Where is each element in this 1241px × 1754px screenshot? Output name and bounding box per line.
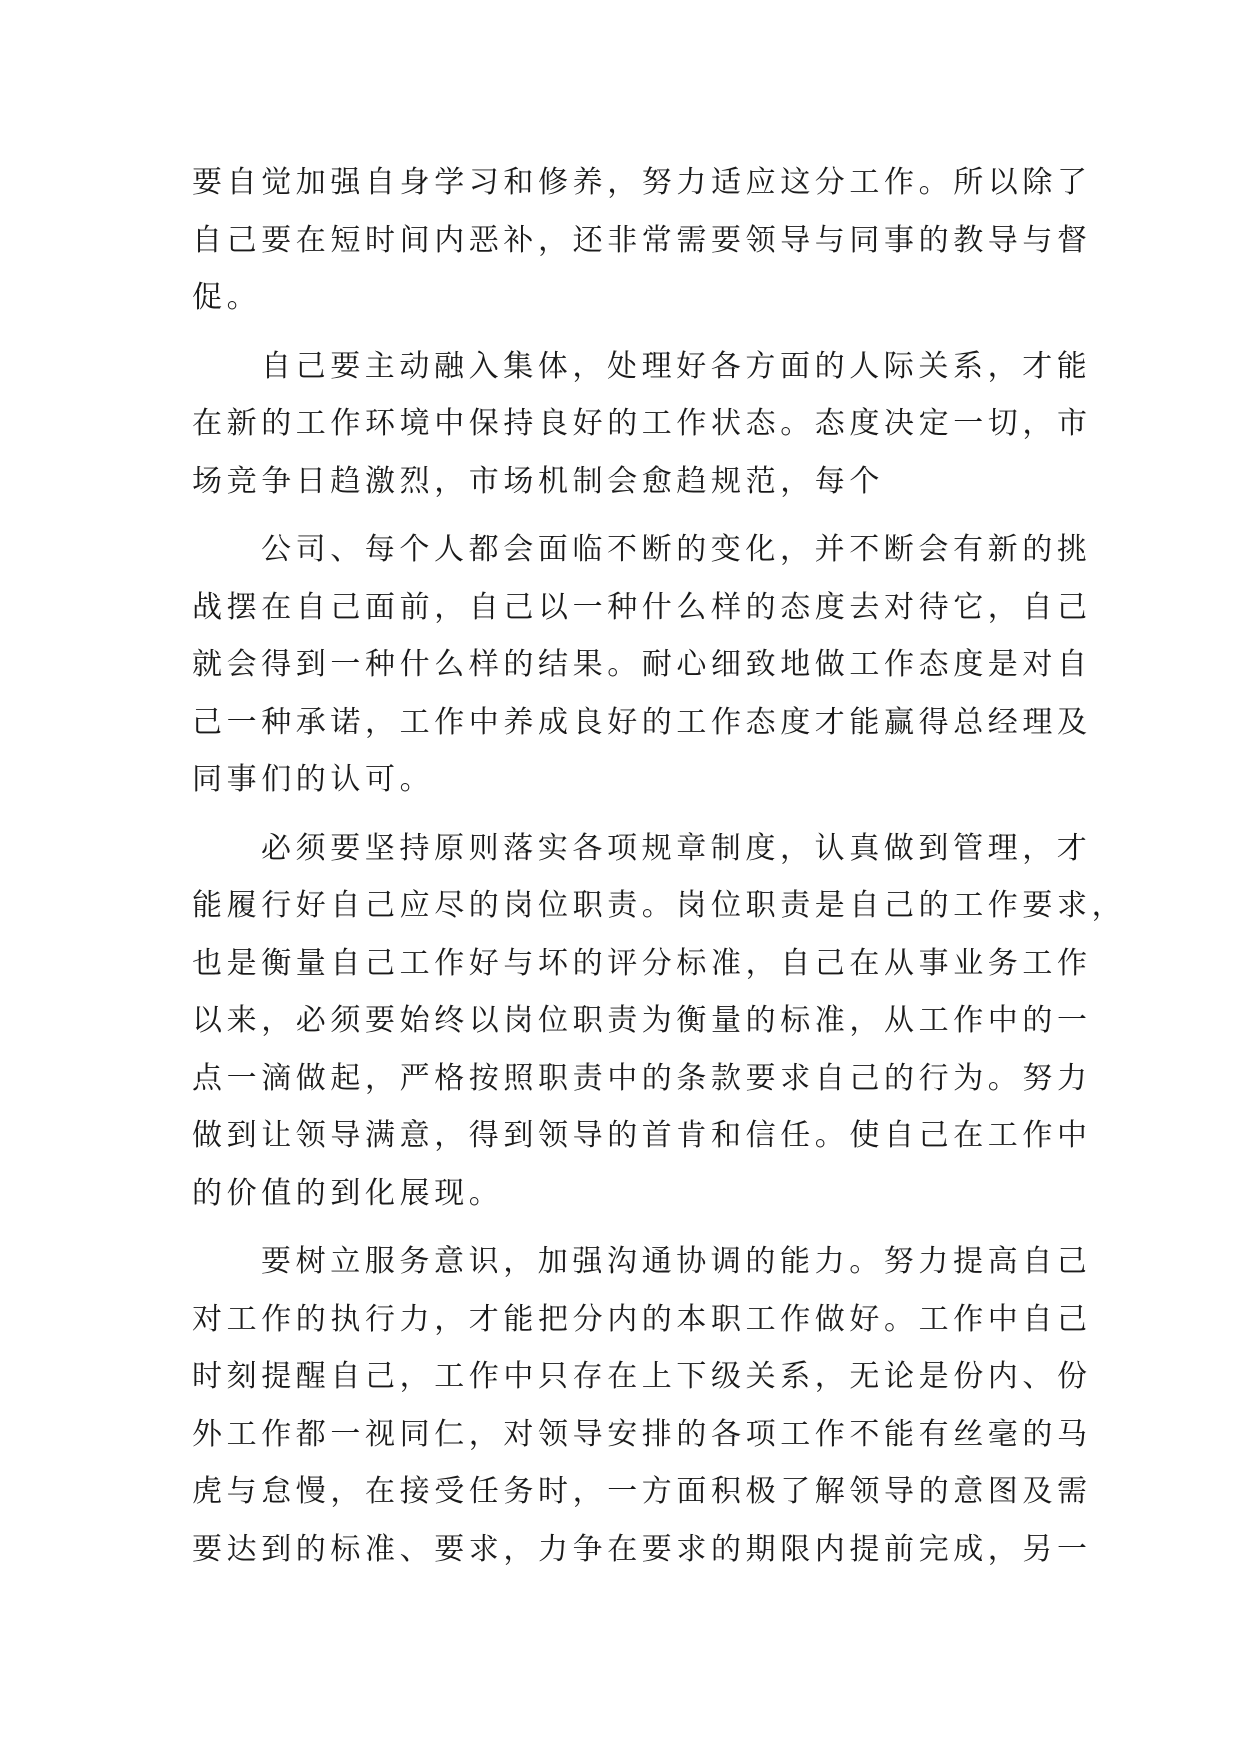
- text-line: 也是衡量自己工作好与坏的评分标准，自己在从事业务工作: [192, 945, 1092, 981]
- text-line: 要达到的标准、要求，力争在要求的期限内提前完成，另一: [192, 1531, 1092, 1567]
- text-line: 同事们的认可。: [192, 762, 435, 797]
- text-line: 战摆在自己面前，自己以一种什么样的态度去对待它，自己: [192, 589, 1092, 625]
- text-line: 点一滴做起，严格按照职责中的条款要求自己的行为。努力: [192, 1060, 1092, 1096]
- paragraph: [192, 820, 1127, 1223]
- text-line: 外工作都一视同仁，对领导安排的各项工作不能有丝毫的马: [192, 1416, 1092, 1452]
- text-line: 时刻提醒自己，工作中只存在上下级关系，无论是份内、份: [192, 1359, 1092, 1394]
- text-line: 场竞争日趋激烈，市场机制会愈趋规范，每个: [192, 463, 884, 499]
- text-line-indented: 必须要坚持原则落实各项规章制度，认真做到管理，才: [261, 830, 1092, 866]
- text-line-indented: 要树立服务意识，加强沟通协调的能力。努力提高自己: [261, 1244, 1092, 1279]
- text-line: 促。: [192, 280, 262, 315]
- paragraph: [192, 1233, 1092, 1578]
- text-line-indented: 公司、每个人都会面临不断的变化，并不断会有新的挑: [261, 532, 1092, 567]
- text-line: 的价值的到化展现。: [192, 1175, 504, 1211]
- paragraph: [192, 154, 1092, 327]
- paragraph-spacer: [192, 1222, 1052, 1233]
- text-line: 对工作的执行力，才能把分内的本职工作做好。工作中自己: [192, 1301, 1092, 1337]
- paragraph-spacer: [192, 809, 1052, 820]
- text-line: 自己要在短时间内恶补，还非常需要领导与同事的教导与督: [192, 222, 1092, 258]
- text-line: 能履行好自己应尽的岗位职责。岗位职责是自己的工作要求，: [192, 888, 1127, 923]
- text-line: 在新的工作环境中保持良好的工作状态。态度决定一切，市: [192, 406, 1092, 441]
- paragraph: [192, 338, 1092, 511]
- text-line: 以来，必须要始终以岗位职责为衡量的标准，从工作中的一: [192, 1003, 1092, 1038]
- text-line-indented: 自己要主动融入集体，处理好各方面的人际关系，才能: [261, 348, 1092, 384]
- document-body: [192, 154, 1127, 1578]
- paragraph-spacer: [192, 510, 1052, 521]
- text-line: 己一种承诺，工作中养成良好的工作态度才能赢得总经理及: [192, 704, 1092, 740]
- text-line: 就会得到一种什么样的结果。耐心细致地做工作态度是对自: [192, 647, 1092, 682]
- paragraph: [192, 521, 1092, 809]
- text-line: 要自觉加强自身学习和修养，努力适应这分工作。所以除了: [192, 165, 1092, 200]
- text-line: 虎与怠慢，在接受任务时，一方面积极了解领导的意图及需: [192, 1474, 1092, 1509]
- paragraph-spacer: [192, 327, 1052, 338]
- text-line: 做到让领导满意，得到领导的首肯和信任。使自己在工作中: [192, 1118, 1092, 1153]
